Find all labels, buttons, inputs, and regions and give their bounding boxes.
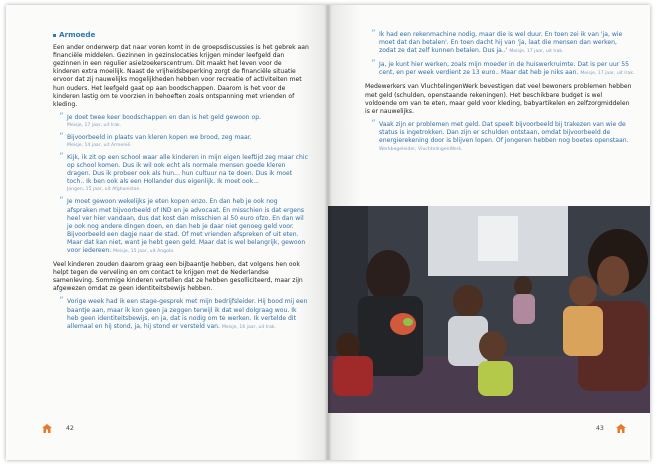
- quote-block: [59, 152, 309, 193]
- quote-block: [59, 111, 309, 129]
- body-paragraph: Veel kinderen zouden daarom graag een bijbaantje hebben, dat volgens hen ook helpt tegen de verveling en om contact te krijgen met de Nederlandse samenleving. Sommige kinderen vertellen dat ze hebben gesolliciteerd, maar zijn afgewezen omdat ze geen identiteitsbewijs hebben.: [53, 261, 303, 293]
- quote-mark-icon: “: [371, 59, 376, 70]
- family-photo-illustration: [328, 206, 650, 413]
- quote-mark-icon: “: [59, 296, 64, 307]
- house-icon: [616, 424, 626, 433]
- quote-text: Vaak zijn er problemen met geld. Dat speelt bijvoorbeeld bij trakezen van wie de status is ingetrokken. Dan zijn er schulden ontstaan, omdat bijvoorbeeld de energierekening door is blijven lopen. Of jongeren hebben nog boetes openstaan.: [379, 120, 629, 145]
- section-heading: [53, 31, 309, 39]
- left-page: [6, 5, 328, 460]
- quote-block: [371, 29, 635, 56]
- page-number: 42: [66, 425, 74, 432]
- quote-source: Meisje, 17 jaar, uit Irak.: [580, 71, 635, 77]
- intro-paragraph: Een ander onderwerp dat naar voren komt in de groepsdiscussies is het gebrek aan financiële middelen. Gezinnen in gezinslocaties krijgen minder leefgeld dan gezinnen in een regulier asielzoekerscentrum. Dit maakt het leven voor de kinderen extra moeilijk. Naast de vrijheidsbeperking zorgt de financiële situatie ervoor dat zij nauwelijks mogelijkheden hebben voor recreatie of activiteiten met hun ouders. Het leefgeld gaat op aan boodschappen. Daarom is het voor de kinderen lastig om te voorzien in behoeften zoals ontspanning met vrienden of kleding.: [53, 44, 309, 108]
- quote-text: Ik had een rekenmachine nodig, maar die is wel duur. En toen zei ik van 'ja, wie moet dat dan betalen'. En toen dacht hij van 'ja, laat die mensen dan werken, zodat ze dat zelf kunnen betalen. Dus ja..': [379, 31, 623, 55]
- quote-text: Kijk, ik zit op een school waar alle kinderen in mijn eigen leeftijd zeg maar chic op school komen. Dus ik wil ook echt als normale mensen goede kleren dragen. Dus ik probeer ook als hun... hun cultuur na te doen. Dus ik moet toch.. Ik ben ook als een Hollander dus eigenlijk. Ik moet ook...: [67, 154, 308, 186]
- quote-text: Bijvoorbeeld in plaats van kleren kopen we brood, zeg maar.: [67, 133, 252, 141]
- quote-mark-icon: “: [371, 118, 376, 129]
- quote-source: Meisje, 16 jaar, uit Irak.: [221, 324, 277, 330]
- left-page-content: [53, 31, 309, 337]
- quote-text: Ja, je kunt hier werken, zoals mijn moeder in de huiswerkruimte. Dat is per uur 55 cent, en per week verdient ze 13 euro.. Maar dat heb je niks aan.: [379, 61, 629, 77]
- booklet-spread: [6, 5, 650, 460]
- quote-mark-icon: “: [59, 152, 64, 163]
- right-page: [328, 5, 650, 460]
- heading-bullet-icon: [53, 34, 56, 37]
- quote-source: Meisje, 17 jaar, uit Irak.: [67, 122, 122, 128]
- quote-block: [59, 196, 309, 256]
- quote-block: [59, 131, 309, 149]
- quote-source: Meisje, 17 jaar, uit Irak.: [509, 49, 564, 55]
- quote-text: Je moet gewoon wekelijks je eten kopen enzo. En dan heb je ook nog afspraken met bijvoorbeeld of IND en je advocaat. En misschien is dat ergens heel ver hier vandaan, dus dat kost dan misschien al 50 euro ofzo. En dan wil je ook nog andere dingen doen, en dan heb je daar niet genoeg geld voor. Bijvoorbeeld een dagje naar de stad. Of met vrienden afspreken of uit eten. Maar dat kan niet, want je hebt geen geld. Maar dat is wel belangrijk, gewoon voor iedereen.: [67, 198, 306, 254]
- family-photo: [328, 206, 650, 413]
- quote-mark-icon: “: [59, 196, 64, 207]
- quote-text: Je doet twee keer boodschappen en dan is het geld gewoon op.: [67, 113, 262, 121]
- quote-mark-icon: “: [59, 131, 64, 142]
- quote-source: Werkbegeleider, VluchtelingenWerk.: [379, 147, 463, 153]
- quote-source: Meisje, 15 jaar, uit Angola.: [113, 248, 175, 254]
- page-number: 43: [596, 425, 604, 432]
- body-paragraph: Medewerkers van VluchtelingenWerk bevestigen dat veel bewoners problemen hebben met geld (schulden, openstaande rekeningen). Het beschikbare budget is wel voldoende om van te eten, maar geld voor kleding, babyartikelen en zelfzorgmiddelen is er nauwelijks.: [365, 83, 632, 115]
- quote-source: Jongen, 15 jaar, uit Afghanistan.: [67, 187, 141, 193]
- book-gutter: [324, 5, 332, 460]
- right-page-content: [365, 31, 635, 159]
- quote-block: [371, 118, 635, 154]
- house-icon: [42, 424, 52, 433]
- quote-block: [59, 296, 309, 331]
- quote-mark-icon: “: [371, 29, 376, 39]
- quote-block: [371, 59, 635, 78]
- quote-text: Vorige week had ik een stage-gesprek met mijn bedrijfsleider. Hij bood mij een baantje aan, maar ik kon geen ja zeggen terwijl ik dat wel dolgraag wou. Ik heb geen identiteitsbewijs, en ja, dat is nodig om te werken. Ik vertelde dit allemaal en hij stond, ja, hij stond er versteld van.: [67, 298, 308, 330]
- quote-source: Meisje, 14 jaar, uit Armenië.: [67, 143, 132, 149]
- quote-mark-icon: “: [59, 111, 64, 122]
- section-heading-text: Armoede: [59, 30, 96, 39]
